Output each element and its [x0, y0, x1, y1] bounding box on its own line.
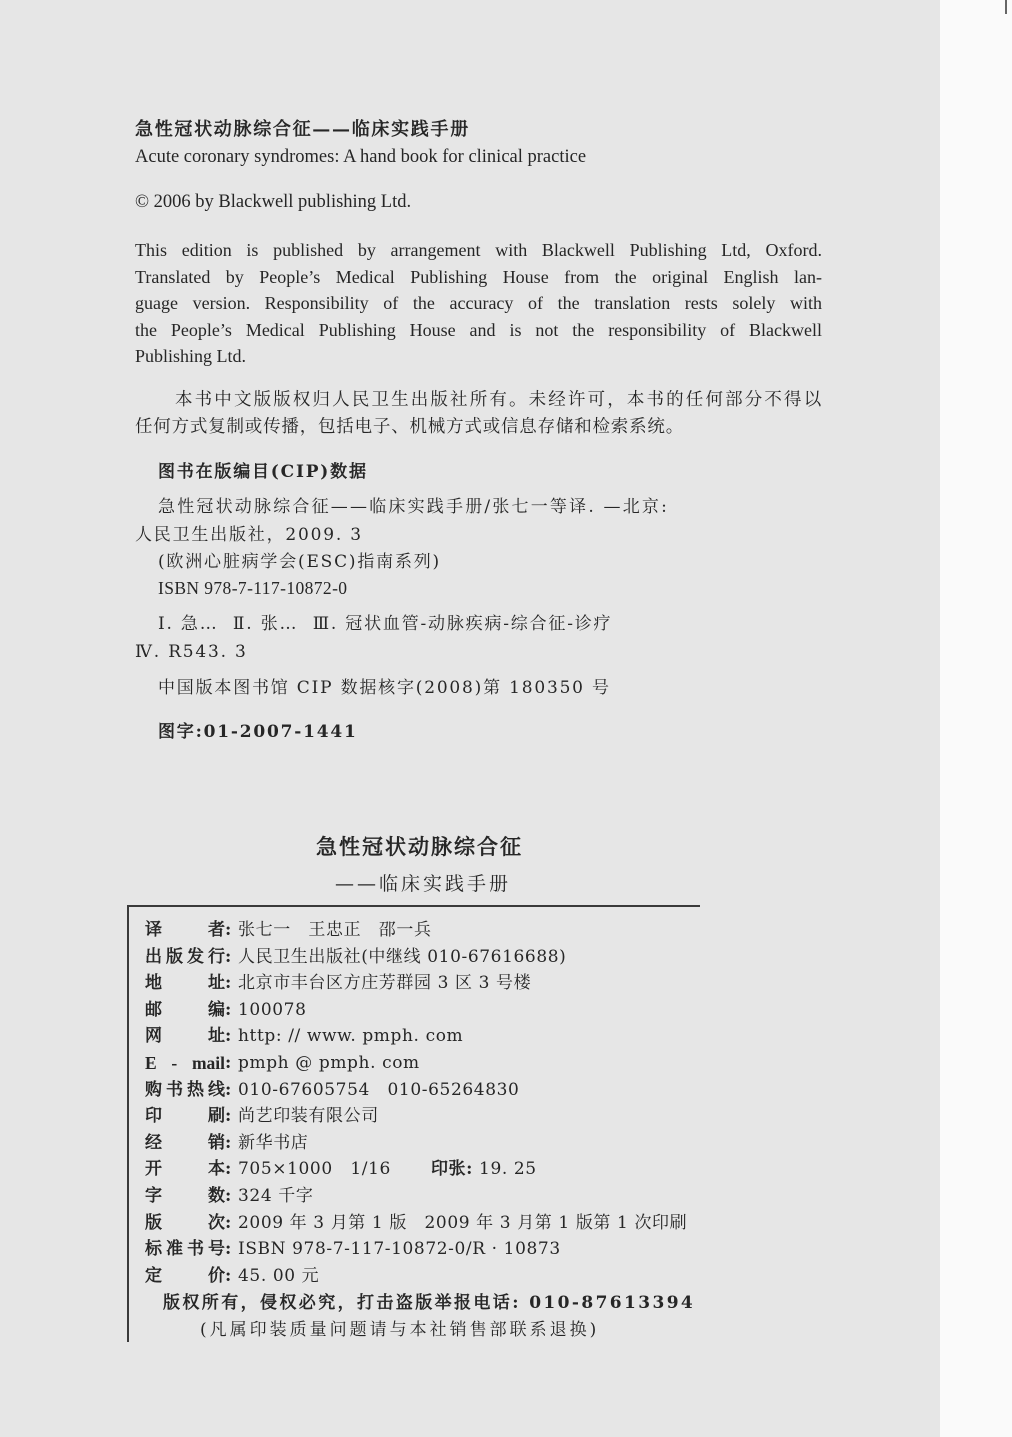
colophon-value: 张七一 王忠正 邵一兵 [238, 920, 432, 940]
colophon-top-rule [127, 905, 700, 907]
colophon-separator: : [225, 1052, 232, 1073]
colophon-value: 100078 [238, 999, 307, 1020]
colophon-value: 新华书店 [238, 1132, 309, 1153]
colophon-row-distributor [145, 1130, 845, 1157]
colophon-value: http: // www. pmph. com [238, 1026, 464, 1047]
colophon-row-edition [145, 1210, 845, 1237]
colophon-row-format [145, 1156, 845, 1183]
colophon-value: 北京市丰台区方庄芳群园 3 区 3 号楼 [238, 973, 532, 994]
license-paragraph-en [135, 237, 822, 370]
anti-piracy-notice: 版权所有，侵权必究，打击盗版举报电话: 010-87613394 [163, 1293, 696, 1313]
colophon-value: 45. 00 元 [238, 1265, 320, 1286]
colophon-separator: : [225, 999, 232, 1020]
colophon-separator: : [225, 1239, 232, 1260]
colophon-separator: : [225, 1265, 232, 1286]
cip-classification-line: Ⅳ. R543. 3 [135, 642, 248, 662]
colophon-label: E - mail [145, 1052, 225, 1073]
colophon-label: 版次 [145, 1212, 225, 1233]
colophon-separator: : [225, 973, 232, 994]
colophon-row-address [145, 970, 845, 997]
returns-notice: (凡属印装质量问题请与本社销售部联系退换) [200, 1320, 600, 1340]
colophon-row-postcode [145, 997, 845, 1024]
cip-record-number: 中国版本图书馆 CIP 数据核字(2008)第 180350 号 [158, 678, 611, 698]
colophon-separator: : [225, 946, 232, 967]
rights-line: 本书中文版版权归人民卫生出版社所有。未经许可，本书的任何部分不得以 [175, 390, 822, 410]
colophon-label: 网址 [145, 1026, 225, 1047]
original-title-cn: 急性冠状动脉综合征——临床实践手册 [135, 119, 470, 140]
cip-series-line: (欧洲心脏病学会(ESC)指南系列) [158, 552, 441, 572]
colophon-row-printer [145, 1103, 845, 1130]
colophon-row-price [145, 1263, 845, 1290]
colophon-row-website [145, 1023, 845, 1050]
colophon-row-isbn [145, 1236, 845, 1263]
colophon-label: 标准书号 [145, 1239, 225, 1260]
colophon-row-word-count [145, 1183, 845, 1210]
colophon-separator: : [225, 1079, 232, 1100]
license-line: Publishing Ltd. [135, 346, 247, 366]
colophon-row-email [145, 1050, 845, 1077]
colophon-label: 开本 [145, 1159, 225, 1180]
scan-edge-mark [1005, 0, 1007, 14]
copyright-line: © 2006 by Blackwell publishing Ltd. [135, 192, 412, 212]
cip-isbn-line: ISBN 978-7-117-10872-0 [158, 578, 348, 598]
colophon-label: 出版发行 [145, 946, 225, 967]
book-subtitle: ——临床实践手册 [335, 873, 512, 895]
colophon-separator: : [225, 1212, 232, 1233]
license-line: Translated by People’s Medical Publishing House from the original English lan- [135, 266, 822, 287]
colophon-value: ISBN 978-7-117-10872-0/R · 10873 [238, 1239, 561, 1260]
colophon-label: 经销 [145, 1132, 225, 1153]
colophon-separator: : [225, 1026, 232, 1047]
colophon-value: 324 千字 [238, 1185, 314, 1206]
colophon-separator: : [466, 1159, 474, 1180]
colophon-separator: : [225, 1106, 232, 1127]
colophon-row-publisher [145, 944, 845, 971]
colophon-label: 购书热线 [145, 1079, 225, 1100]
colophon-sheets-value: 19. 25 [479, 1159, 537, 1180]
colophon-row-hotline [145, 1077, 845, 1104]
cip-classification-line: Ⅰ. 急… Ⅱ. 张… Ⅲ. 冠状血管-动脉疾病-综合征-诊疗 [158, 614, 613, 634]
colophon-sheets-label: 印张 [430, 1159, 467, 1180]
colophon-value: 010-67605754 010-65264830 [238, 1079, 520, 1100]
colophon-value: 2009 年 3 月第 1 版 2009 年 3 月第 1 版第 1 次印刷 [238, 1212, 688, 1233]
cip-entry-line: 人民卫生出版社，2009. 3 [135, 525, 363, 545]
colophon-separator: : [225, 1132, 232, 1153]
colophon-label: 字数 [145, 1185, 225, 1206]
colophon-row-translators [145, 917, 845, 944]
cip-heading: 图书在版编目(CIP)数据 [158, 462, 368, 482]
colophon [145, 917, 845, 1289]
colophon-separator: : [225, 1185, 232, 1206]
license-line: This edition is published by arrangement with Blackwell Publishing Ltd, Oxford. [135, 240, 822, 260]
colophon-label: 地址 [145, 973, 225, 994]
copyright-permit-number: 图字:01-2007-1441 [158, 722, 358, 742]
rights-paragraph-cn [135, 387, 822, 441]
colophon-label: 印刷 [145, 1106, 225, 1127]
cip-entry-line: 急性冠状动脉综合征——临床实践手册/张七一等译. —北京: [158, 497, 670, 517]
colophon-left-rule [127, 905, 129, 1342]
colophon-label: 定价 [145, 1265, 225, 1286]
colophon-label: 邮编 [145, 999, 225, 1020]
license-line: the People’s Medical Publishing House and is not the responsibility of Blackwell [135, 319, 822, 340]
colophon-label: 译者 [145, 920, 225, 940]
colophon-separator: : [225, 920, 232, 940]
original-title-en: Acute coronary syndromes: A hand book for clinical practice [135, 147, 587, 167]
colophon-value: pmph @ pmph. com [238, 1052, 420, 1073]
colophon-value: 705×1000 1/16 [238, 1159, 391, 1180]
colophon-value: 人民卫生出版社(中继线 010-67616688) [238, 946, 567, 967]
rights-line: 任何方式复制或传播，包括电子、机械方式或信息存储和检索系统。 [135, 417, 684, 437]
book-title: 急性冠状动脉综合征 [316, 834, 523, 859]
colophon-value: 尚艺印装有限公司 [238, 1106, 379, 1127]
license-line: guage version. Responsibility of the accuracy of the translation rests solely with [135, 293, 822, 313]
colophon-separator: : [225, 1159, 232, 1180]
